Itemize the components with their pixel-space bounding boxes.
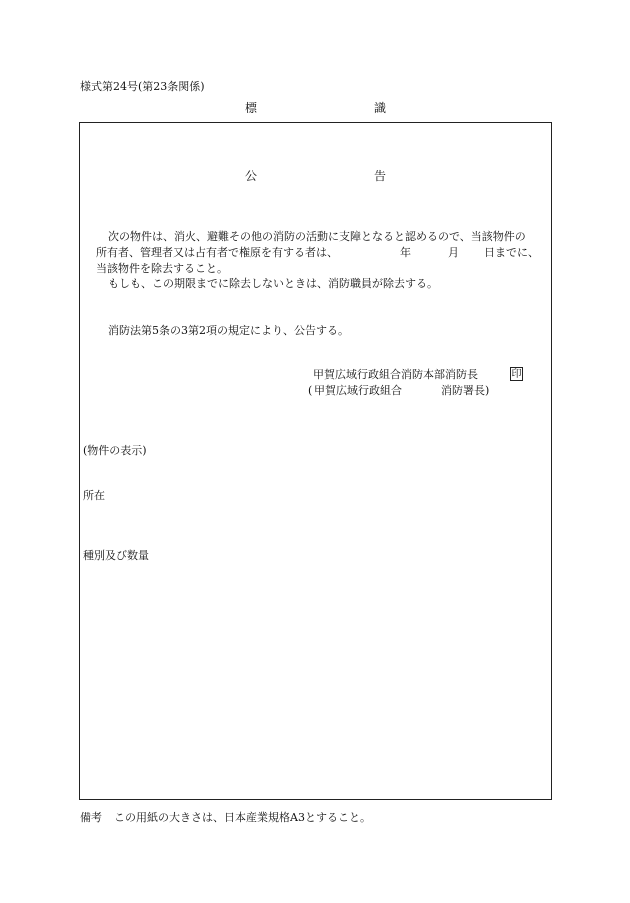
property-type-quantity-label: 種別及び数量 xyxy=(83,549,149,562)
issuer-chief-title: 甲賀広域行政組合消防本部消防長 xyxy=(313,368,478,381)
form-number: 様式第24号(第23条関係) xyxy=(80,80,205,93)
property-location-label: 所在 xyxy=(83,489,105,502)
property-display-heading: (物件の表示) xyxy=(83,444,147,457)
notice-body-line-3: 当該物件を除去すること。 xyxy=(96,262,228,275)
notice-heading-char-second: 告 xyxy=(374,169,387,183)
notice-body-line-2: 所有者、管理者又は占有者で権原を有する者は、 xyxy=(96,246,338,259)
notice-body-line-4: もしも、この期限までに除去しないときは、消防職員が除去する。 xyxy=(108,277,438,290)
deadline-year-label: 年 xyxy=(400,246,411,259)
deadline-day-label: 日までに、 xyxy=(484,246,539,259)
station-chief-title: 消防署長) xyxy=(441,384,490,397)
deadline-month-label: 月 xyxy=(448,246,459,259)
notice-body-line-1: 次の物件は、消火、避難その他の消防の活動に支障となると認めるので、当該物件の xyxy=(108,230,526,243)
title-char-first: 標 xyxy=(245,101,258,115)
station-organization: 甲賀広域行政組合 xyxy=(314,384,402,397)
seal-mark: 印 xyxy=(511,369,522,380)
notice-heading-char-first: 公 xyxy=(245,169,258,183)
remarks-label: 備考 xyxy=(80,811,102,824)
station-open-paren: ( xyxy=(308,384,313,397)
sign-frame xyxy=(79,122,552,800)
title-char-second: 識 xyxy=(374,101,387,115)
legal-basis-statement: 消防法第5条の3第2項の規定により、公告する。 xyxy=(108,324,349,337)
remarks-text: この用紙の大きさは、日本産業規格A3とすること。 xyxy=(114,811,371,824)
